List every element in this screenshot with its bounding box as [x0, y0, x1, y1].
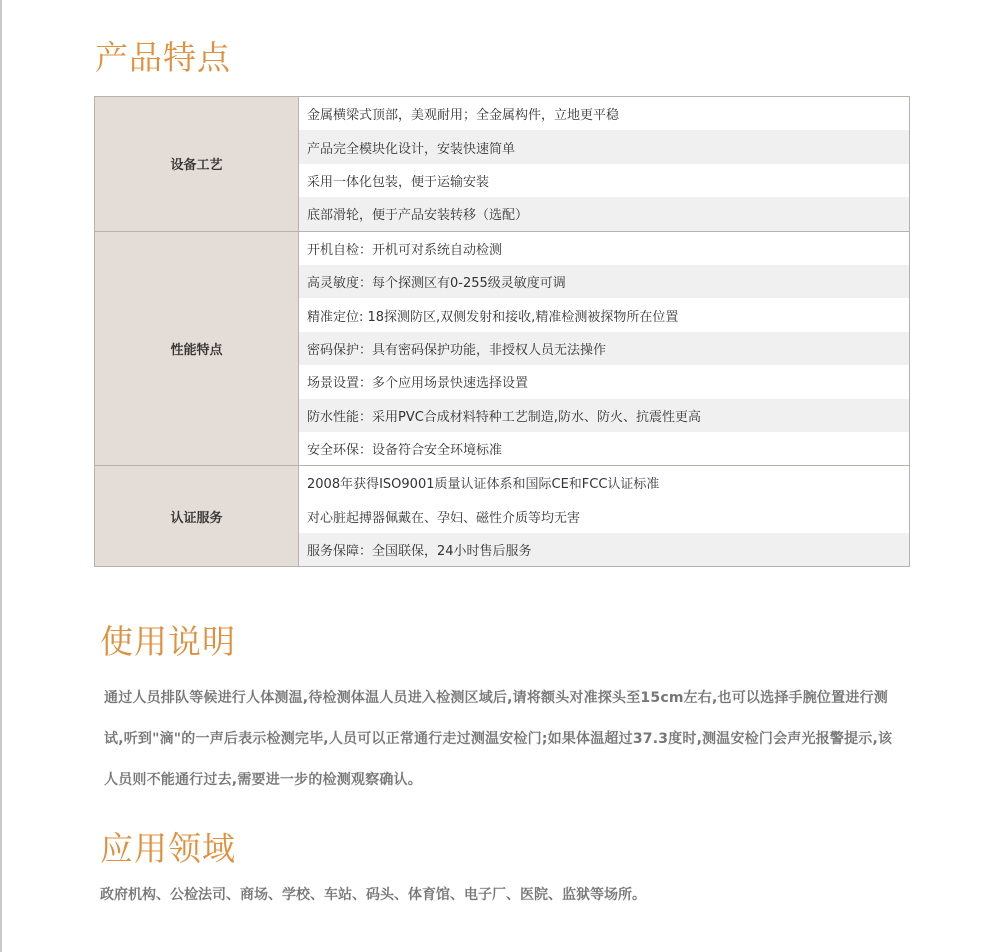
feature-item: 服务保障：全国联保，24小时售后服务: [299, 533, 910, 567]
feature-item: 底部滑轮，便于产品安装转移（选配）: [299, 197, 910, 231]
feature-item: 对心脏起搏器佩戴在、孕妇、磁性介质等均无害: [299, 500, 910, 533]
feature-item: 密码保护：具有密码保护功能，非授权人员无法操作: [299, 332, 910, 365]
feature-item: 金属横梁式顶部，美观耐用；全金属构件，立地更平稳: [299, 97, 910, 131]
feature-item: 产品完全模块化设计，安装快速简单: [299, 130, 910, 163]
features-heading: 产品特点: [95, 38, 231, 77]
features-table: [94, 96, 910, 567]
feature-item: 开机自检：开机可对系统自动检测: [299, 231, 910, 265]
category-cell: 设备工艺: [95, 97, 299, 232]
feature-item: 场景设置：多个应用场景快速选择设置: [299, 365, 910, 398]
page-left-border: [0, 0, 2, 952]
usage-heading: 使用说明: [100, 622, 236, 661]
feature-item: 精准定位: 18探测防区,双侧发射和接收,精准检测被探物所在位置: [299, 298, 910, 331]
category-cell: 认证服务: [95, 466, 299, 567]
application-areas-paragraph: 政府机构、公检法司、商场、学校、车站、码头、体育馆、电子厂、医院、监狱等场所。: [100, 887, 646, 903]
feature-item: 采用一体化包装，便于运输安装: [299, 164, 910, 197]
category-cell: 性能特点: [95, 231, 299, 466]
feature-item: 高灵敏度：每个探测区有0-255级灵敏度可调: [299, 265, 910, 298]
application-areas-heading: 应用领域: [100, 829, 236, 868]
feature-item: 2008年获得ISO9001质量认证体系和国际CE和FCC认证标准: [299, 466, 910, 500]
feature-item: 安全环保：设备符合安全环境标准: [299, 432, 910, 466]
feature-item: 防水性能：采用PVC合成材料特种工艺制造,防水、防火、抗震性更高: [299, 399, 910, 432]
usage-paragraph: 通过人员排队等候进行人体测温,待检测体温人员进入检测区域后,请将额头对准探头至15cm左右,也可以选择手腕位置进行测试,听到"滴"的一声后表示检测完毕,人员可以正常通行走过测温安检门;如果体温超过37.3度时,测温安检门会声光报警提示,该人员则不能通行过去,需要进一步的检测观察确认。: [104, 690, 893, 788]
